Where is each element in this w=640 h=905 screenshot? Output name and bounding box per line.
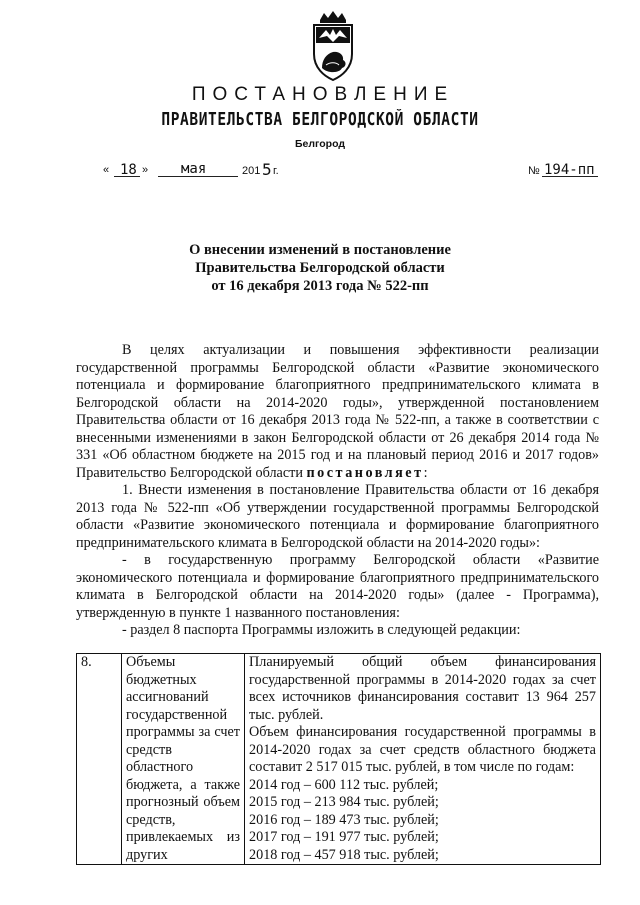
document-type-title: ПОСТАНОВЛЕНИЕ bbox=[191, 84, 455, 105]
preamble-text: В целях актуализации и повышения эффективности реализации государственной программы Белгородской области «Развитие экономического потенциала и формирование благоприятного предпринимательского климата в Белгородской области на 2014-2020 годы», утвержденной постановлением Правительства области от 16 декабря 2013 года № 522-пп, а также в соответствии с внесенными изменениями в закон Белгородской области от 26 декабря 2014 года № 331 «Об областном бюджете на 2015 год и на плановый период 2016 и 2017 годов» Правительство Белгородской области bbox=[76, 342, 599, 481]
row-number: 8. bbox=[77, 654, 122, 865]
year-line: 2014 год – 600 112 тыс. рублей; bbox=[249, 776, 439, 793]
date-year-prefix: 201 bbox=[242, 165, 261, 177]
resolution-heading bbox=[0, 241, 640, 295]
preamble-paragraph bbox=[76, 342, 599, 482]
coat-of-arms-emblem bbox=[306, 10, 360, 82]
item-1-subitem: - в государственную программу Белгородской области «Развитие экономического потенциала и формирование благоприятного предпринимательского климата в Белгородской области на 2014-2020 годы» (далее - Программа), утвержденную в пункте 1 названного постановления: bbox=[76, 552, 599, 621]
document-number: 194-пп bbox=[544, 162, 595, 178]
table-row bbox=[77, 654, 601, 865]
year-line: 2018 год – 457 918 тыс. рублей; bbox=[249, 846, 439, 863]
item-1-subitem-2: - раздел 8 паспорта Программы изложить в следующей редакции: bbox=[122, 622, 521, 638]
year-line: 2017 год – 191 977 тыс. рублей; bbox=[249, 829, 439, 845]
date-number-line bbox=[0, 162, 640, 182]
document-number-prefix: № bbox=[528, 165, 540, 177]
date-close-quote: » bbox=[142, 164, 149, 176]
month-underline bbox=[158, 176, 238, 177]
heading-line-3: от 16 декабря 2013 года № 522-пп bbox=[211, 278, 429, 294]
heading-line-1: О внесении изменений в постановление bbox=[189, 242, 451, 258]
city-name: Белгород bbox=[294, 138, 346, 150]
date-year-suffix: г. bbox=[273, 165, 279, 177]
day-underline bbox=[114, 176, 140, 177]
regional-funding: Объем финансирования государственной программы в 2014-2020 годах за счет средств областного бюджета составит 2 517 015 тыс. рублей, в том числе по годам: bbox=[249, 724, 596, 775]
number-underline bbox=[542, 176, 598, 177]
item-1-paragraph: 1. Внести изменения в постановление Правительства области от 16 декабря 2013 года № 522-пп «Об утверждении государственной программы Белгородской области «Развитие экономического потенциала и формирование благоприятного предпринимательского климата в Белгородской области на 2014-2020 годы»: bbox=[76, 482, 599, 551]
row-description bbox=[245, 654, 601, 865]
program-passport-table bbox=[76, 653, 601, 865]
date-day: 18 bbox=[120, 162, 137, 178]
date-open-quote: « bbox=[103, 164, 110, 176]
resolves-word: постановляет bbox=[306, 464, 424, 481]
year-line: 2015 год – 213 984 тыс. рублей; bbox=[249, 794, 439, 810]
year-line: 2016 год – 189 473 тыс. рублей; bbox=[249, 811, 439, 828]
date-month: мая bbox=[181, 161, 207, 177]
row-name: Объемы бюджетных ассигнований государственной программы за счет средств областного бюджета, а также прогнозный объем средств, привлекаемых из других bbox=[122, 654, 245, 865]
heading-line-2: Правительства Белгородской области bbox=[195, 260, 445, 276]
issuing-authority: ПРАВИТЕЛЬСТВА БЕЛГОРОДСКОЙ ОБЛАСТИ bbox=[161, 110, 479, 130]
document-body bbox=[76, 342, 599, 640]
date-year-digit: 5 bbox=[262, 160, 272, 179]
resolves-colon: : bbox=[423, 464, 428, 481]
total-funding: Планируемый общий объем финансирования государственной программы в 2014-2020 годах за счет всех источников финансирования составит 13 964 257 тыс. рублей. bbox=[249, 654, 596, 723]
